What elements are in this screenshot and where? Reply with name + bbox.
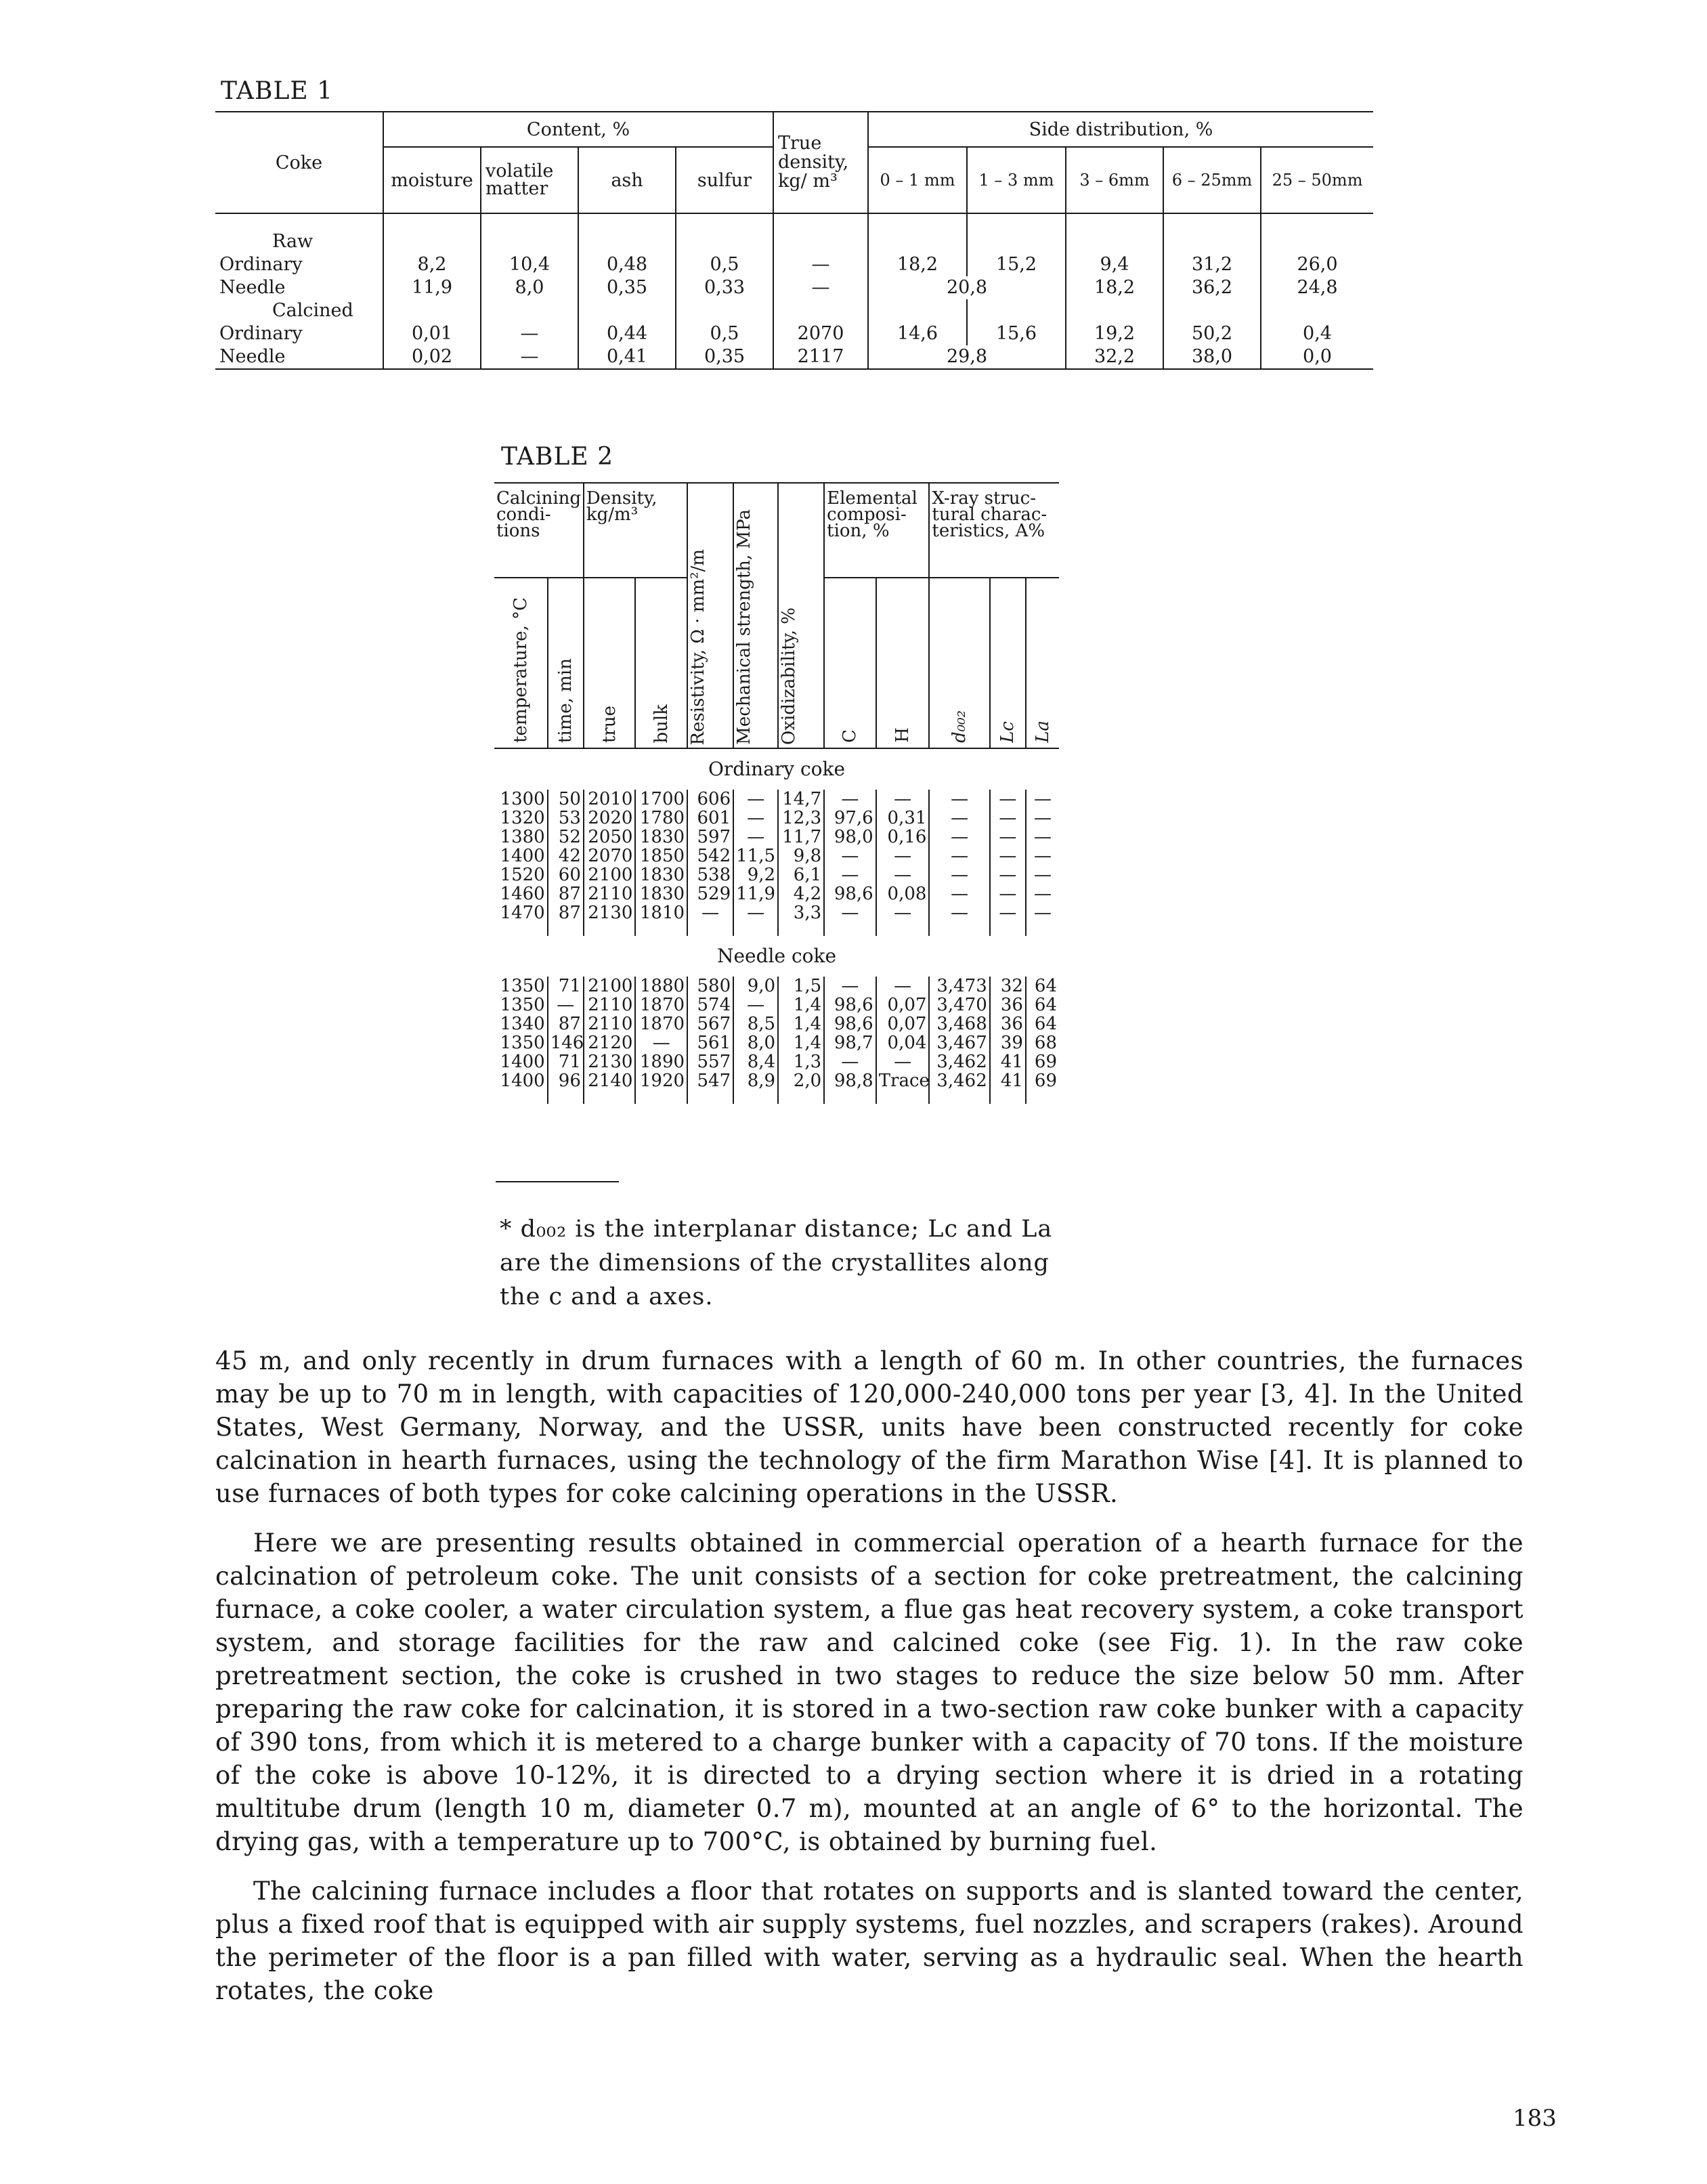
table2-title: TABLE 2 [501, 443, 614, 471]
cell: 41 [990, 1071, 1026, 1090]
t1-header-coke: Coke [215, 112, 383, 213]
cell: — [929, 884, 989, 903]
cell: 71 [548, 1052, 584, 1071]
cell: 2050 [584, 828, 636, 847]
t2-header-true: true [599, 705, 620, 743]
cell: 8,2 [383, 253, 481, 276]
cell: 0,08 [876, 884, 930, 903]
cell: 50 [548, 790, 584, 809]
cell: — [929, 809, 989, 828]
cell: 0,16 [876, 828, 930, 847]
t2-header-bulk: bulk [651, 704, 672, 743]
cell: 1340 [494, 1014, 548, 1033]
cell: 8,5 [733, 1014, 778, 1033]
cell: 50,2 [1163, 322, 1261, 345]
cell: — [929, 903, 989, 922]
cell: 529 [687, 884, 733, 903]
cell: — [1033, 903, 1052, 923]
cell: 2,0 [778, 1071, 824, 1090]
cell: — [1033, 884, 1052, 904]
t1-group-raw: Raw [215, 230, 383, 253]
cell: 20,8 [868, 276, 1066, 299]
cell: 597 [687, 828, 733, 847]
cell: — [548, 995, 584, 1014]
cell: 52 [548, 828, 584, 847]
t2-header-d002: d₀₀₂ [949, 710, 970, 743]
cell: 1350 [494, 995, 548, 1014]
cell: 3,473 [929, 977, 989, 995]
t2-header-c: C [840, 729, 861, 743]
cell: — [687, 903, 733, 922]
cell: 561 [687, 1033, 733, 1052]
cell: 1,4 [778, 1033, 824, 1052]
cell: 2010 [584, 790, 636, 809]
cell: 15,6 [967, 322, 1066, 345]
cell: 64 [1034, 995, 1057, 1015]
cell: — [876, 847, 930, 865]
cell: 1300 [494, 790, 548, 809]
cell: 1380 [494, 828, 548, 847]
table-row [215, 253, 1373, 276]
cell: — [1033, 865, 1052, 885]
body-text [215, 1344, 1524, 2024]
t1-header-volatile: volatile matter [481, 147, 578, 213]
cell: — [1033, 808, 1052, 828]
cell: 87 [548, 1014, 584, 1033]
cell: 2130 [584, 903, 636, 922]
cell: 38,0 [1163, 345, 1261, 369]
cell: 29,8 [868, 345, 1066, 369]
page-number: 183 [1513, 2105, 1557, 2132]
cell: 10,4 [481, 253, 578, 276]
t1-group-calcined: Calcined [215, 299, 383, 322]
t2-header-oxid: Oxidizability, % [779, 607, 800, 745]
cell: 3,3 [778, 903, 824, 922]
cell: — [824, 865, 876, 884]
cell: 1890 [635, 1052, 687, 1071]
cell: 11,9 [383, 276, 481, 299]
table-row [215, 322, 1373, 345]
cell: 64 [1034, 976, 1057, 996]
cell: — [990, 828, 1026, 847]
cell: 1,4 [778, 995, 824, 1014]
cell: 3,470 [929, 995, 989, 1014]
cell: 14,6 [868, 322, 967, 345]
cell: 2110 [584, 995, 636, 1014]
cell: 0,01 [383, 322, 481, 345]
t1-header-s2: 1 – 3 mm [967, 147, 1066, 213]
cell: 32 [990, 977, 1026, 995]
cell: 68 [1034, 1033, 1057, 1053]
t1-header-content: Content, % [383, 112, 773, 147]
paragraph: 45 m, and only recently in drum furnaces with a length of 60 m. In other countries, the furnaces may be up to 70 m in length, with capacities of 120,000-240,000 tons per year [3, 4]. In the United States, West Germany, Norway, and the USSR, units have been constructed recently for coke calcination in hearth furnaces, using the technology of the firm Marathon Wise [4]. It is planned to use furnaces of both types for coke calcining operations in the USSR. [215, 1346, 1524, 1508]
cell: 1880 [635, 977, 687, 995]
t1-header-sulfur: sulfur [676, 147, 773, 213]
cell: — [876, 790, 930, 809]
cell: — [929, 847, 989, 865]
cell: 3,462 [929, 1071, 989, 1090]
row-label: Ordinary [215, 253, 383, 276]
cell: 1350 [494, 1033, 548, 1052]
cell: 71 [548, 977, 584, 995]
cell: 146 [548, 1033, 584, 1052]
cell: 0,0 [1261, 345, 1373, 369]
cell: — [929, 790, 989, 809]
cell: 2120 [584, 1033, 636, 1052]
cell: 0,5 [676, 253, 773, 276]
cell: 2100 [584, 865, 636, 884]
t2-header-xray: X-ray struc- tural charac- teristics, A% [929, 483, 1059, 578]
cell: 567 [687, 1014, 733, 1033]
cell: Trace [876, 1071, 930, 1090]
cell: 2130 [584, 1052, 636, 1071]
cell: 53 [548, 809, 584, 828]
cell: 1460 [494, 884, 548, 903]
cell: 0,07 [876, 1014, 930, 1033]
paragraph: The calcining furnace includes a floor that rotates on supports and is slanted toward the center, plus a fixed roof that is equipped with air supply systems, fuel nozzles, and scrapers (rakes). Around the perimeter of the floor is a pan filled with water, serving as a hydraulic seal. When the hearth rotates, the coke [215, 1877, 1524, 2005]
table-row [494, 809, 1059, 828]
cell: 8,9 [733, 1071, 778, 1090]
cell: 96 [548, 1071, 584, 1090]
cell: — [929, 828, 989, 847]
cell: 1,5 [778, 977, 824, 995]
row-label: Needle [215, 276, 383, 299]
cell: 542 [687, 847, 733, 865]
cell: 18,2 [1066, 276, 1163, 299]
t2-header-h: H [892, 727, 913, 743]
cell: — [929, 865, 989, 884]
cell: — [733, 995, 778, 1014]
table-row [215, 276, 1373, 299]
cell: 69 [1034, 1071, 1057, 1091]
cell: 19,2 [1066, 322, 1163, 345]
cell: — [824, 1052, 876, 1071]
t1-header-ash: ash [578, 147, 676, 213]
cell: 97,6 [824, 809, 876, 828]
cell: 0,07 [876, 995, 930, 1014]
table-row [494, 884, 1059, 903]
cell: 87 [548, 884, 584, 903]
cell: 32,2 [1066, 345, 1163, 369]
cell: 60 [548, 865, 584, 884]
cell: 0,41 [578, 345, 676, 369]
t1-header-true-density: True density, kg/ m³ [773, 112, 868, 213]
cell: — [990, 884, 1026, 903]
table-row [494, 828, 1059, 847]
cell: 1700 [635, 790, 687, 809]
table-row [494, 1014, 1059, 1033]
cell: — [824, 903, 876, 922]
t2-header-la: La [1032, 721, 1053, 743]
cell: 15,2 [967, 253, 1066, 276]
cell: — [824, 977, 876, 995]
cell: — [990, 903, 1026, 922]
cell: 0,35 [676, 345, 773, 369]
cell: 1400 [494, 1052, 548, 1071]
t2-section-ordinary: Ordinary coke [708, 758, 846, 780]
cell: 1780 [635, 809, 687, 828]
table2-footnote: * d₀₀₂ is the interplanar distance; Lc and La are the dimensions of the crystallites along the c and a axes. [500, 1216, 1053, 1310]
cell: 12,3 [778, 809, 824, 828]
cell: 0,31 [876, 809, 930, 828]
table-row [494, 977, 1059, 995]
cell: 2117 [773, 345, 868, 369]
cell: 1400 [494, 847, 548, 865]
cell: 1320 [494, 809, 548, 828]
cell: 2070 [584, 847, 636, 865]
table2 [494, 482, 1059, 1104]
cell: — [990, 865, 1026, 884]
cell: 98,7 [824, 1033, 876, 1052]
cell: 601 [687, 809, 733, 828]
cell: 1350 [494, 977, 548, 995]
cell: 87 [548, 903, 584, 922]
cell: 26,0 [1297, 254, 1338, 275]
footnote-rule [496, 1181, 619, 1182]
cell: 2110 [584, 1014, 636, 1033]
cell: — [990, 847, 1026, 865]
cell: 98,0 [824, 828, 876, 847]
cell: 42 [548, 847, 584, 865]
cell: 2020 [584, 809, 636, 828]
cell: — [876, 865, 930, 884]
table1 [215, 111, 1373, 370]
cell: — [824, 847, 876, 865]
cell: 1520 [494, 865, 548, 884]
paragraph: Here we are presenting results obtained in commercial operation of a hearth furnace for the calcination of petroleum coke. The unit consists of a section for coke pretreatment, the calcining furnace, a coke cooler, a water circulation system, a flue gas heat recovery system, a coke transport system, and storage facilities for the raw and calcined coke (see Fig. 1). In the raw coke pretreatment section, the coke is crushed in two stages to reduce the size below 50 mm. After preparing the raw coke for calcination, it is stored in a two-section raw coke bunker with a capacity of 390 tons, from which it is metered to a charge bunker with a capacity of 70 tons. If the moisture of the coke is above 10-12%, it is directed to a drying section where it is dried in a rotating multitube drum (length 10 m, diameter 0.7 m), mounted at an angle of 6° to the horizontal. The drying gas, with a temperature up to 700°C, is obtained by burning fuel. [215, 1528, 1524, 1856]
cell: 1830 [635, 884, 687, 903]
cell: 1,4 [778, 1014, 824, 1033]
cell: — [990, 809, 1026, 828]
cell: 11,5 [733, 847, 778, 865]
row-label: Needle [215, 345, 383, 369]
t2-header-calc-cond: Calcining condi- tions [494, 483, 584, 578]
cell: — [733, 903, 778, 922]
cell: — [876, 903, 930, 922]
t2-header-lc: Lc [997, 721, 1018, 743]
t2-header-resistivity: Resistivity, Ω · mm²/m [688, 549, 709, 745]
cell: — [876, 1052, 930, 1071]
cell: 36 [990, 995, 1026, 1014]
t2-header-time: time, min [555, 658, 576, 743]
cell: 538 [687, 865, 733, 884]
cell: 8,0 [733, 1033, 778, 1052]
cell: 98,6 [824, 995, 876, 1014]
cell: 31,2 [1163, 253, 1261, 276]
cell: 1400 [494, 1071, 548, 1090]
cell: 18,2 [868, 253, 967, 276]
cell: 9,4 [1066, 253, 1163, 276]
table-row [494, 1033, 1059, 1052]
cell: — [876, 977, 930, 995]
cell: — [481, 345, 578, 369]
cell: 0,02 [383, 345, 481, 369]
cell: 2070 [773, 322, 868, 345]
table-row [215, 345, 1373, 369]
t2-header-density: Density, kg/m³ [584, 483, 687, 578]
cell: 8,4 [733, 1052, 778, 1071]
cell: 1920 [635, 1071, 687, 1090]
cell: — [635, 1033, 687, 1052]
cell: 69 [1034, 1052, 1057, 1072]
cell: 4,2 [778, 884, 824, 903]
cell: 574 [687, 995, 733, 1014]
cell: 9,0 [733, 977, 778, 995]
cell: 557 [687, 1052, 733, 1071]
cell: 0,04 [876, 1033, 930, 1052]
table-row [494, 847, 1059, 865]
t1-header-moisture: moisture [383, 147, 481, 213]
cell: 0,33 [676, 276, 773, 299]
cell: 3,462 [929, 1052, 989, 1071]
cell: 0,5 [676, 322, 773, 345]
cell: — [481, 322, 578, 345]
cell: 9,8 [778, 847, 824, 865]
cell: 0,48 [578, 253, 676, 276]
table-row [494, 790, 1059, 809]
cell: 24,8 [1297, 277, 1338, 298]
cell: — [824, 790, 876, 809]
t2-section-needle: Needle coke [716, 945, 837, 967]
cell: 36 [990, 1014, 1026, 1033]
t1-header-size: Side distribution, % [868, 112, 1373, 147]
cell: — [733, 809, 778, 828]
t2-header-mech: Mechanical strength, MPa [734, 509, 755, 745]
cell: — [1033, 827, 1052, 847]
cell: 14,7 [778, 790, 824, 809]
t1-header-s4: 6 – 25mm [1163, 147, 1261, 213]
cell: 606 [687, 790, 733, 809]
cell: — [990, 790, 1026, 809]
t1-header-s5: 25 – 50mm [1261, 147, 1373, 213]
t2-header-elemental: Elemental composi- tion, % [824, 483, 929, 578]
cell: — [733, 790, 778, 809]
t1-header-s3: 3 – 6mm [1066, 147, 1163, 213]
cell: 3,467 [929, 1033, 989, 1052]
cell: 1870 [635, 1014, 687, 1033]
cell: 39 [990, 1033, 1026, 1052]
cell: 1830 [635, 865, 687, 884]
cell: 11,7 [778, 828, 824, 847]
table-row [494, 865, 1059, 884]
table-row [494, 995, 1059, 1014]
cell: 1,3 [778, 1052, 824, 1071]
cell: 6,1 [778, 865, 824, 884]
cell: 0,44 [578, 322, 676, 345]
row-label: Ordinary [215, 322, 383, 345]
cell: 2140 [584, 1071, 636, 1090]
cell: 2100 [584, 977, 636, 995]
cell: 2110 [584, 884, 636, 903]
cell: 1830 [635, 828, 687, 847]
cell: — [1033, 789, 1052, 809]
cell: — [1033, 846, 1052, 866]
cell: 0,4 [1303, 323, 1332, 344]
cell: 1470 [494, 903, 548, 922]
cell: 1850 [635, 847, 687, 865]
cell: — [773, 276, 868, 299]
cell: 8,0 [481, 276, 578, 299]
cell: 36,2 [1163, 276, 1261, 299]
cell: 1810 [635, 903, 687, 922]
cell: 1870 [635, 995, 687, 1014]
table-row [494, 903, 1059, 922]
table1-title: TABLE 1 [221, 77, 334, 105]
cell: 98,8 [824, 1071, 876, 1090]
cell: 98,6 [824, 1014, 876, 1033]
cell: 3,468 [929, 1014, 989, 1033]
cell: — [733, 828, 778, 847]
cell: 41 [990, 1052, 1026, 1071]
cell: 580 [687, 977, 733, 995]
cell: 9,2 [733, 865, 778, 884]
cell: 0,35 [578, 276, 676, 299]
cell: 547 [687, 1071, 733, 1090]
table-row [494, 1052, 1059, 1071]
cell: 98,6 [824, 884, 876, 903]
cell: 64 [1034, 1014, 1057, 1034]
t2-header-temperature: temperature, °C [510, 597, 531, 743]
cell: 11,9 [733, 884, 778, 903]
table-row [494, 1071, 1059, 1090]
t1-header-s1: 0 – 1 mm [868, 147, 967, 213]
cell: — [773, 253, 868, 276]
